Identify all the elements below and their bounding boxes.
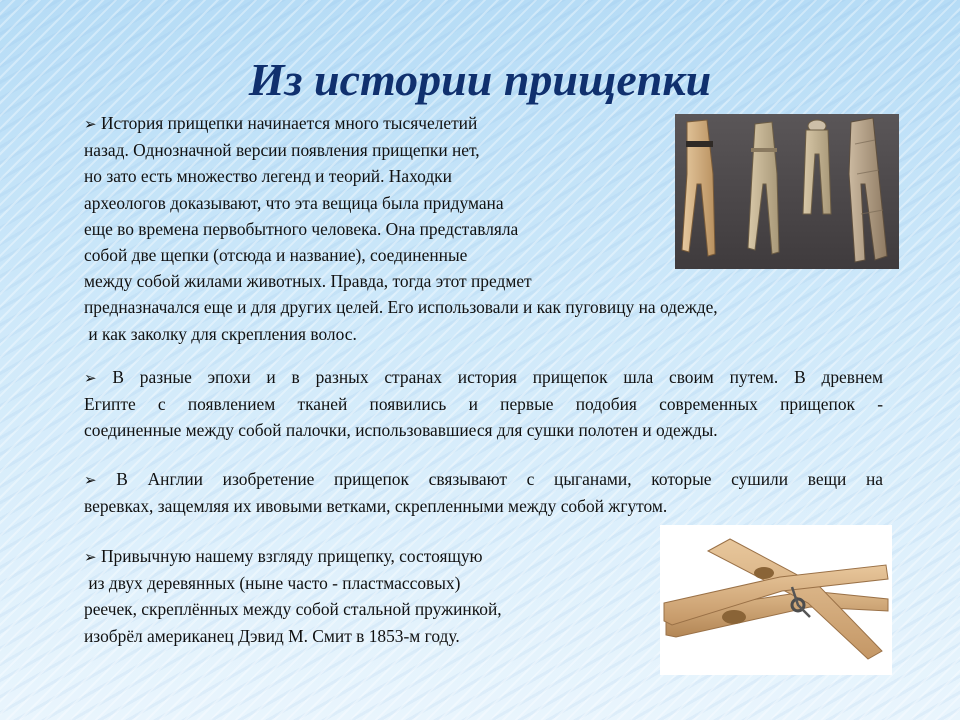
paragraph-line: предназначался еще и для других целей. Его использовали и как пуговицу на одежде, — [84, 297, 718, 318]
paragraph-line: ➢ История прищепки начинается много тысячелетий — [84, 113, 478, 133]
paragraph-line: из двух деревянных (ныне часто - пластмассовых) — [84, 573, 461, 594]
paragraph-line: археологов доказывают, что эта вещица была придумана — [84, 192, 504, 213]
bullet-arrow-icon: ➢ — [84, 471, 97, 489]
paragraph-line: изобрёл американец Дэвид М. Смит в 1853-м году. — [84, 625, 460, 646]
paragraph-egypt — [84, 364, 883, 444]
paragraph-smith — [84, 543, 654, 649]
paragraph-line: соединенные между собой палочки, использовавшиеся для сушки полотен и одежды. — [84, 420, 718, 441]
paragraph-line: назад. Однозначной версии появления прищепки нет, — [84, 140, 480, 161]
paragraph-line: ➢ В Англии изобретение прищепок связывают с цыганами, которые сушили вещи на — [84, 469, 883, 489]
paragraph-line: между собой жилами животных. Правда, тогда этот предмет — [84, 271, 532, 292]
paragraph-line: еще во времена первобытного человека. Она представляла — [84, 218, 519, 239]
paragraph-line: ➢ Привычную нашему взгляду прищепку, состоящую — [84, 546, 483, 566]
paragraph-line: реечек, скреплённых между собой стальной пружинкой, — [84, 599, 502, 620]
paragraph-england — [84, 466, 883, 519]
old-clothespins-photo — [675, 114, 899, 269]
modern-clothespin-photo — [660, 525, 892, 675]
paragraph-line: собой две щепки (отсюда и название), соединенные — [84, 245, 468, 266]
paragraph-line: но зато есть множество легенд и теорий. Находки — [84, 166, 452, 187]
bullet-arrow-icon: ➢ — [84, 369, 97, 387]
bullet-arrow-icon: ➢ — [84, 115, 97, 133]
slide-title: Из истории прищепки — [248, 54, 712, 105]
paragraph-line: и как заколку для скрепления волос. — [84, 323, 357, 344]
paragraph-line: веревках, защемляя их ивовыми ветками, скрепленными между собой жгутом. — [84, 496, 668, 517]
paragraph-line: ➢ В разные эпохи и в разных странах история прищепок шла своим путем. В древнем — [84, 367, 883, 387]
paragraph-line: Египте с появлением тканей появились и первые подобия современных прищепок - — [84, 394, 883, 415]
bullet-arrow-icon: ➢ — [84, 548, 97, 566]
